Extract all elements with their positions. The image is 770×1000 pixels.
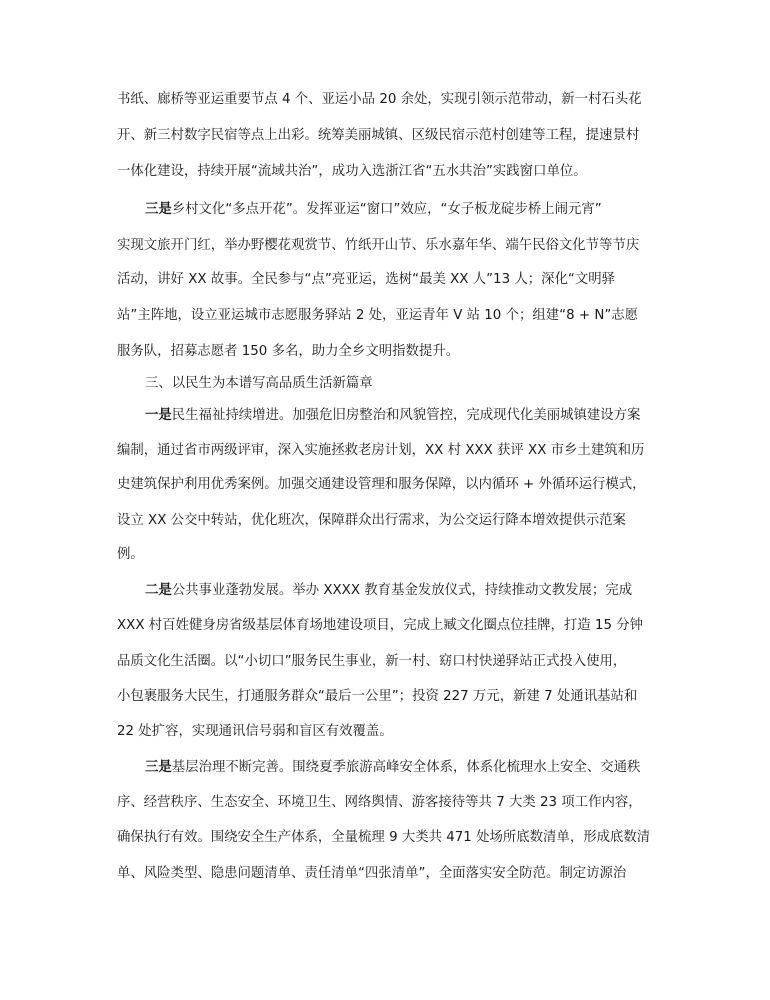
- paragraph-welfare-first-line: [145, 405, 640, 427]
- text-line: XXX 村百姓健身房省级基层体育场地建设项目，完成上臧文化圈点位挂牌，打造 15 分钟: [117, 618, 643, 633]
- paragraph-lead: 三是: [145, 202, 172, 217]
- text-line: 确保执行有效。围绕安全生产体系，全量梳理 9 大类共 471 处场所底数清单，形成底数清: [117, 830, 651, 845]
- text-line: 设立 XX 公交中转站，优化班次，保障群众出行需求，为公交运行降本增效提供示范案: [117, 513, 626, 528]
- paragraph-governance-first-line: [145, 757, 640, 779]
- paragraph-text: 基层治理不断完善。围绕夏季旅游高峰安全体系，体系化梳理水上安全、交通秩: [171, 760, 641, 775]
- paragraph-text: 公共事业蓬勃发展。举办 XXXX 教育基金发放仪式，持续推动文教发展；完成: [171, 583, 633, 598]
- text-line: 一体化建设，持续开展“流域共治”，成功入选浙江省“五水共治”实践窗口单位。: [117, 164, 587, 179]
- text-line: 开、新三村数字民宿等点上出彩。统筹美丽城镇、区级民宿示范村创建等工程，提速景村: [117, 128, 640, 143]
- text-line: 服务队，招募志愿者 150 多名，助力全乡文明指数提升。: [117, 344, 460, 359]
- text-line: 22 处扩容，实现通讯信号弱和盲区有效覆盖。: [117, 724, 393, 739]
- text-line: 序、经营秩序、生态安全、环境卫生、网络舆情、游客接待等共 7 大类 23 项工作内容，: [117, 795, 642, 810]
- paragraph-text: 乡村文化“多点开花”。发挥亚运“窗口”效应，“女子板龙碇步桥上闹元宵”: [171, 202, 602, 217]
- text-line: 编制，通过省市两级评审，深入实施拯救老房计划，XX 村 XXX 获评 XX 市乡土建筑和历: [117, 443, 645, 458]
- text-line: 例。: [117, 547, 144, 562]
- paragraph-lead: 一是: [145, 408, 172, 423]
- paragraph-lead: 三是: [145, 760, 172, 775]
- paragraph-lead: 二是: [145, 583, 172, 598]
- text-line: 书纸、廊桥等亚运重要节点 4 个、亚运小品 20 余处，实现引领示范带动，新一村石头花: [117, 92, 642, 107]
- paragraph-public-first-line: [145, 580, 632, 602]
- paragraph-text: 民生福祉持续增进。加强危旧房整治和风貌管控，完成现代化美丽城镇建设方案: [171, 408, 641, 423]
- paragraph-culture-first-line: [145, 199, 602, 221]
- text-line: 活动，讲好 XX 故事。全民参与“点”亮亚运，选树“最美 XX 人”13 人；深化“文明驿: [117, 272, 616, 287]
- text-line: 小包裹服务大民生，打通服务群众“最后一公里”；投资 227 万元，新建 7 处通讯基站和: [117, 689, 638, 704]
- section-heading: 三、以民生为本谱写高品质生活新篇章: [145, 376, 373, 391]
- text-line: 史建筑保护利用优秀案例。加强交通建设管理和服务保障，以内循环 + 外循环运行模式，: [117, 477, 646, 492]
- text-line: 品质文化生活圈。以“小切口”服务民生事业，新一村、窈口村快递驿站正式投入使用，: [117, 654, 627, 669]
- text-line: 实现文旅开门红，举办野樱花观赏节、竹纸开山节、乐水嘉年华、端午民俗文化节等节庆: [117, 238, 640, 253]
- text-line: 单、风险类型、隐患问题清单、责任清单“四张清单”，全面落实安全防范。制定访源治: [117, 866, 627, 881]
- text-line: 站”主阵地，设立亚运城市志愿服务驿站 2 处，亚运青年 V 站 10 个；组建“8 + N”志愿: [117, 308, 639, 323]
